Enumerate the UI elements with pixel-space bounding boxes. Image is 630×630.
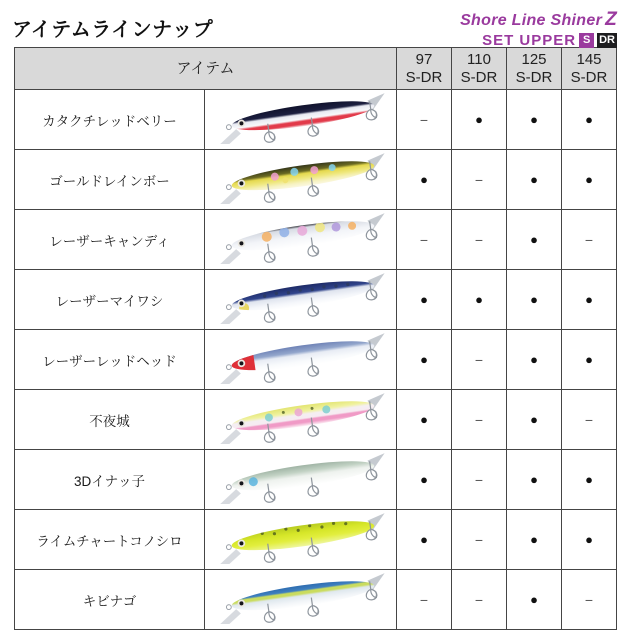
lure-lip <box>216 189 242 204</box>
table-row <box>15 210 617 270</box>
availability-dot: ● <box>507 510 562 570</box>
availability-dot: ● <box>562 90 617 150</box>
type-label: S-DR <box>460 68 498 86</box>
item-image-cell <box>205 450 397 510</box>
availability-dot: ● <box>507 270 562 330</box>
lure-body <box>230 95 376 136</box>
item-image-cell <box>205 150 397 210</box>
availability-dot: ● <box>397 510 452 570</box>
lure-lip <box>216 489 242 504</box>
item-image-cell <box>205 390 397 450</box>
availability-dash: − <box>562 390 617 450</box>
item-name: 3Dイナッ子 <box>15 450 205 510</box>
type-label: S-DR <box>515 68 553 86</box>
item-name: ゴールドレインボー <box>15 150 205 210</box>
lineup-table <box>14 47 617 630</box>
availability-dash: − <box>562 210 617 270</box>
availability-dot: ● <box>562 330 617 390</box>
availability-dash: − <box>452 330 507 390</box>
lure-lip <box>216 309 242 324</box>
lure-body <box>230 575 376 616</box>
availability-dot: ● <box>507 210 562 270</box>
lure-nose-ring <box>226 304 231 309</box>
lure-image <box>207 210 395 264</box>
availability-dot: ● <box>507 570 562 630</box>
availability-dot: ● <box>397 330 452 390</box>
table-row <box>15 150 617 210</box>
column-header-145 <box>562 48 617 90</box>
availability-dot: ● <box>507 330 562 390</box>
item-name: 不夜城 <box>15 390 205 450</box>
column-header-110 <box>452 48 507 90</box>
availability-dash: − <box>397 90 452 150</box>
lure-lip <box>216 429 242 444</box>
table-row <box>15 510 617 570</box>
lure-lip <box>216 369 242 384</box>
lure-nose-ring <box>226 604 231 609</box>
table-row <box>15 90 617 150</box>
lure-image <box>207 390 395 444</box>
availability-dot: ● <box>397 450 452 510</box>
table-row <box>15 390 617 450</box>
availability-dash: − <box>452 510 507 570</box>
lure-body <box>230 395 376 436</box>
item-image-cell <box>205 90 397 150</box>
type-label: S-DR <box>570 68 608 86</box>
lure-image <box>207 570 395 624</box>
lure-nose-ring <box>226 484 231 489</box>
availability-dot: ● <box>452 270 507 330</box>
availability-dot: ● <box>507 450 562 510</box>
size-label: 110 <box>467 50 491 68</box>
availability-dot: ● <box>507 150 562 210</box>
availability-dot: ● <box>562 510 617 570</box>
availability-dot: ● <box>397 390 452 450</box>
lure-nose-ring <box>226 184 231 189</box>
lure-nose-ring <box>226 364 231 369</box>
lure-body <box>230 455 376 496</box>
lure-lip <box>216 609 242 624</box>
lure-nose-ring <box>226 424 231 429</box>
brand-logo <box>460 9 617 49</box>
item-name: レーザーキャンディ <box>15 210 205 270</box>
column-header-97 <box>397 48 452 90</box>
type-label: S-DR <box>405 68 443 86</box>
availability-dot: ● <box>397 270 452 330</box>
page-header <box>0 0 630 49</box>
lure-image <box>207 90 395 144</box>
lure-image <box>207 150 395 204</box>
page-title: アイテムラインナップ <box>12 19 214 41</box>
item-image-cell <box>205 270 397 330</box>
lure-image <box>207 270 395 324</box>
brand-series-text: SET UPPER <box>482 31 577 49</box>
size-label: 125 <box>521 50 547 68</box>
table-header-row <box>15 48 617 90</box>
column-header-item: アイテム <box>15 48 397 90</box>
availability-dash: − <box>452 150 507 210</box>
item-image-cell <box>205 210 397 270</box>
availability-dash: − <box>397 570 452 630</box>
availability-dash: − <box>452 210 507 270</box>
lure-nose-ring <box>226 244 231 249</box>
lure-lip <box>216 249 242 264</box>
lure-lip <box>216 129 242 144</box>
table-row <box>15 570 617 630</box>
lure-image <box>207 450 395 504</box>
badge-dr: DR <box>599 33 615 46</box>
availability-dot: ● <box>397 150 452 210</box>
size-label: 145 <box>576 50 602 68</box>
item-name: キビナゴ <box>15 570 205 630</box>
availability-dot: ● <box>507 90 562 150</box>
brand-name-text: Shore Line Shiner <box>460 12 603 29</box>
item-name: カタクチレッドベリー <box>15 90 205 150</box>
availability-dash: − <box>397 210 452 270</box>
set-upper-logo <box>460 32 617 49</box>
item-image-cell <box>205 330 397 390</box>
lure-nose-ring <box>226 544 231 549</box>
availability-dot: ● <box>562 150 617 210</box>
table-row <box>15 450 617 510</box>
shore-line-shiner-logo <box>460 9 617 31</box>
availability-dot: ● <box>452 90 507 150</box>
lure-body <box>230 275 376 316</box>
lure-body <box>230 155 376 196</box>
item-image-cell <box>205 510 397 570</box>
lure-image <box>207 330 395 384</box>
table-row <box>15 330 617 390</box>
availability-dot: ● <box>507 390 562 450</box>
lure-lip <box>216 549 242 564</box>
availability-dash: − <box>452 570 507 630</box>
availability-dash: − <box>452 450 507 510</box>
lure-image <box>207 510 395 564</box>
availability-dash: − <box>452 390 507 450</box>
item-name: レーザーマイワシ <box>15 270 205 330</box>
table-row <box>15 270 617 330</box>
availability-dot: ● <box>562 270 617 330</box>
availability-dot: ● <box>562 450 617 510</box>
item-name: ライムチャートコノシロ <box>15 510 205 570</box>
brand-z-mark: Z <box>605 9 617 30</box>
size-label: 97 <box>415 50 433 68</box>
column-header-125 <box>507 48 562 90</box>
lure-nose-ring <box>226 124 231 129</box>
availability-dash: − <box>562 570 617 630</box>
item-name: レーザーレッドヘッド <box>15 330 205 390</box>
lure-body <box>230 515 376 556</box>
badge-s: S <box>579 33 594 48</box>
item-image-cell <box>205 570 397 630</box>
